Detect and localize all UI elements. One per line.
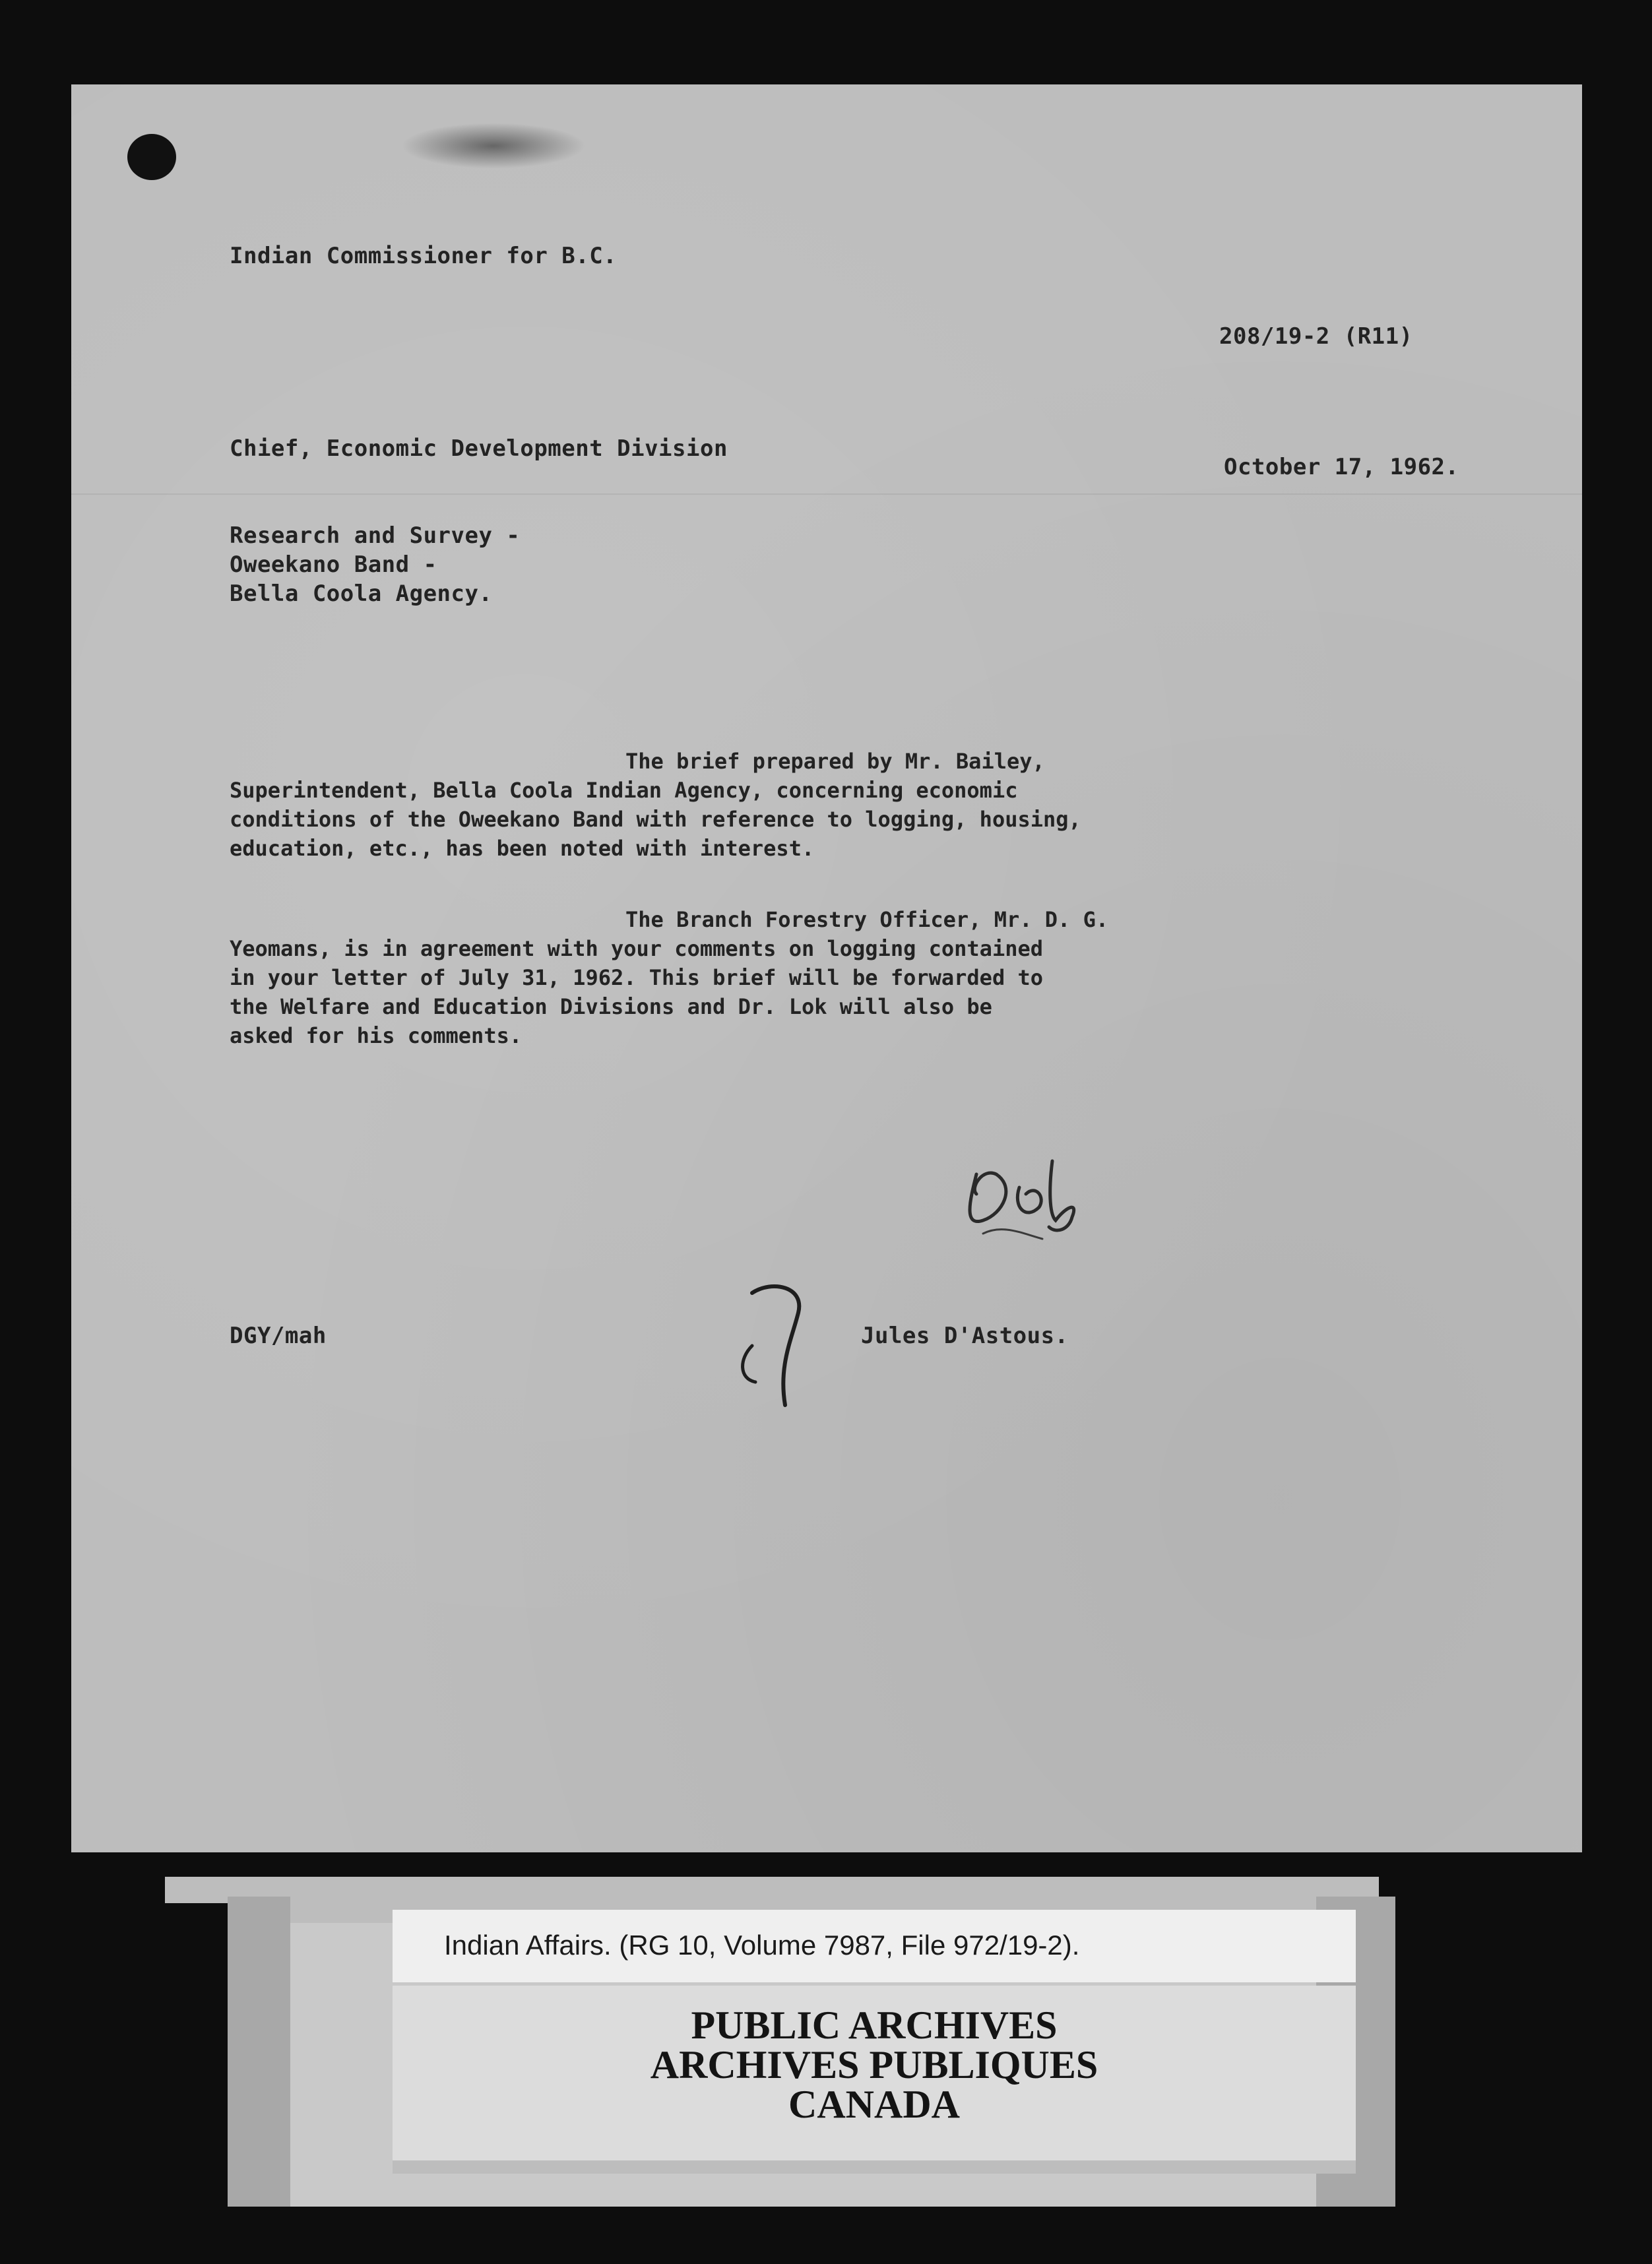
archive-reference-card [393,1910,1356,1982]
signer-name: Jules D'Astous. [861,1323,1069,1349]
memo-subject [230,521,520,608]
subject-line: Oweekano Band - [230,551,437,578]
memo-paragraph-1 [230,747,1081,863]
fold-line [71,493,1582,495]
archive-stamp-card [393,1986,1356,2160]
handwritten-mark-icon [726,1267,818,1412]
memo-paragraph-2 [230,905,1108,1050]
memo-date: October 17, 1962. [1224,454,1459,480]
paragraph-line: conditions of the Oweekano Band with reference to logging, housing, [230,807,1081,832]
archive-reference: Indian Affairs. (RG 10, Volume 7987, File 972/19-2). [444,1930,1080,1961]
punch-hole [127,134,176,180]
stamp-line: PUBLIC ARCHIVES [691,2003,1058,2047]
stamp-line: CANADA [788,2083,960,2126]
archive-stamp [393,2005,1356,2124]
subject-line: Bella Coola Agency. [230,581,493,607]
subject-line: Research and Survey - [230,522,521,549]
label-holder-left [228,1897,290,2207]
handwritten-initials-icon [957,1135,1102,1240]
paragraph-line: in your letter of July 31, 1962. This brief will be forwarded to [230,965,1043,990]
paragraph-line: The Branch Forestry Officer, Mr. D. G. [625,907,1109,932]
paragraph-line: education, etc., has been noted with interest. [230,836,815,861]
memo-addressee: Indian Commissioner for B.C. [230,243,618,269]
paragraph-line: Superintendent, Bella Coola Indian Agency, concerning economic [230,778,1018,803]
memo-file-reference: 208/19-2 (R11) [1219,323,1413,350]
paragraph-line: the Welfare and Education Divisions and Dr. Lok will also be [230,994,992,1019]
stamp-line: ARCHIVES PUBLIQUES [650,2043,1098,2087]
paragraph-line: The brief prepared by Mr. Bailey, [625,749,1045,774]
memo-sender-division: Chief, Economic Development Division [230,435,728,462]
typist-reference: DGY/mah [230,1323,327,1349]
label-holder-bottom [393,2160,1356,2174]
ink-smudge [401,123,586,169]
paragraph-line: Yeomans, is in agreement with your comments on logging contained [230,936,1043,961]
paragraph-line: asked for his comments. [230,1023,523,1048]
